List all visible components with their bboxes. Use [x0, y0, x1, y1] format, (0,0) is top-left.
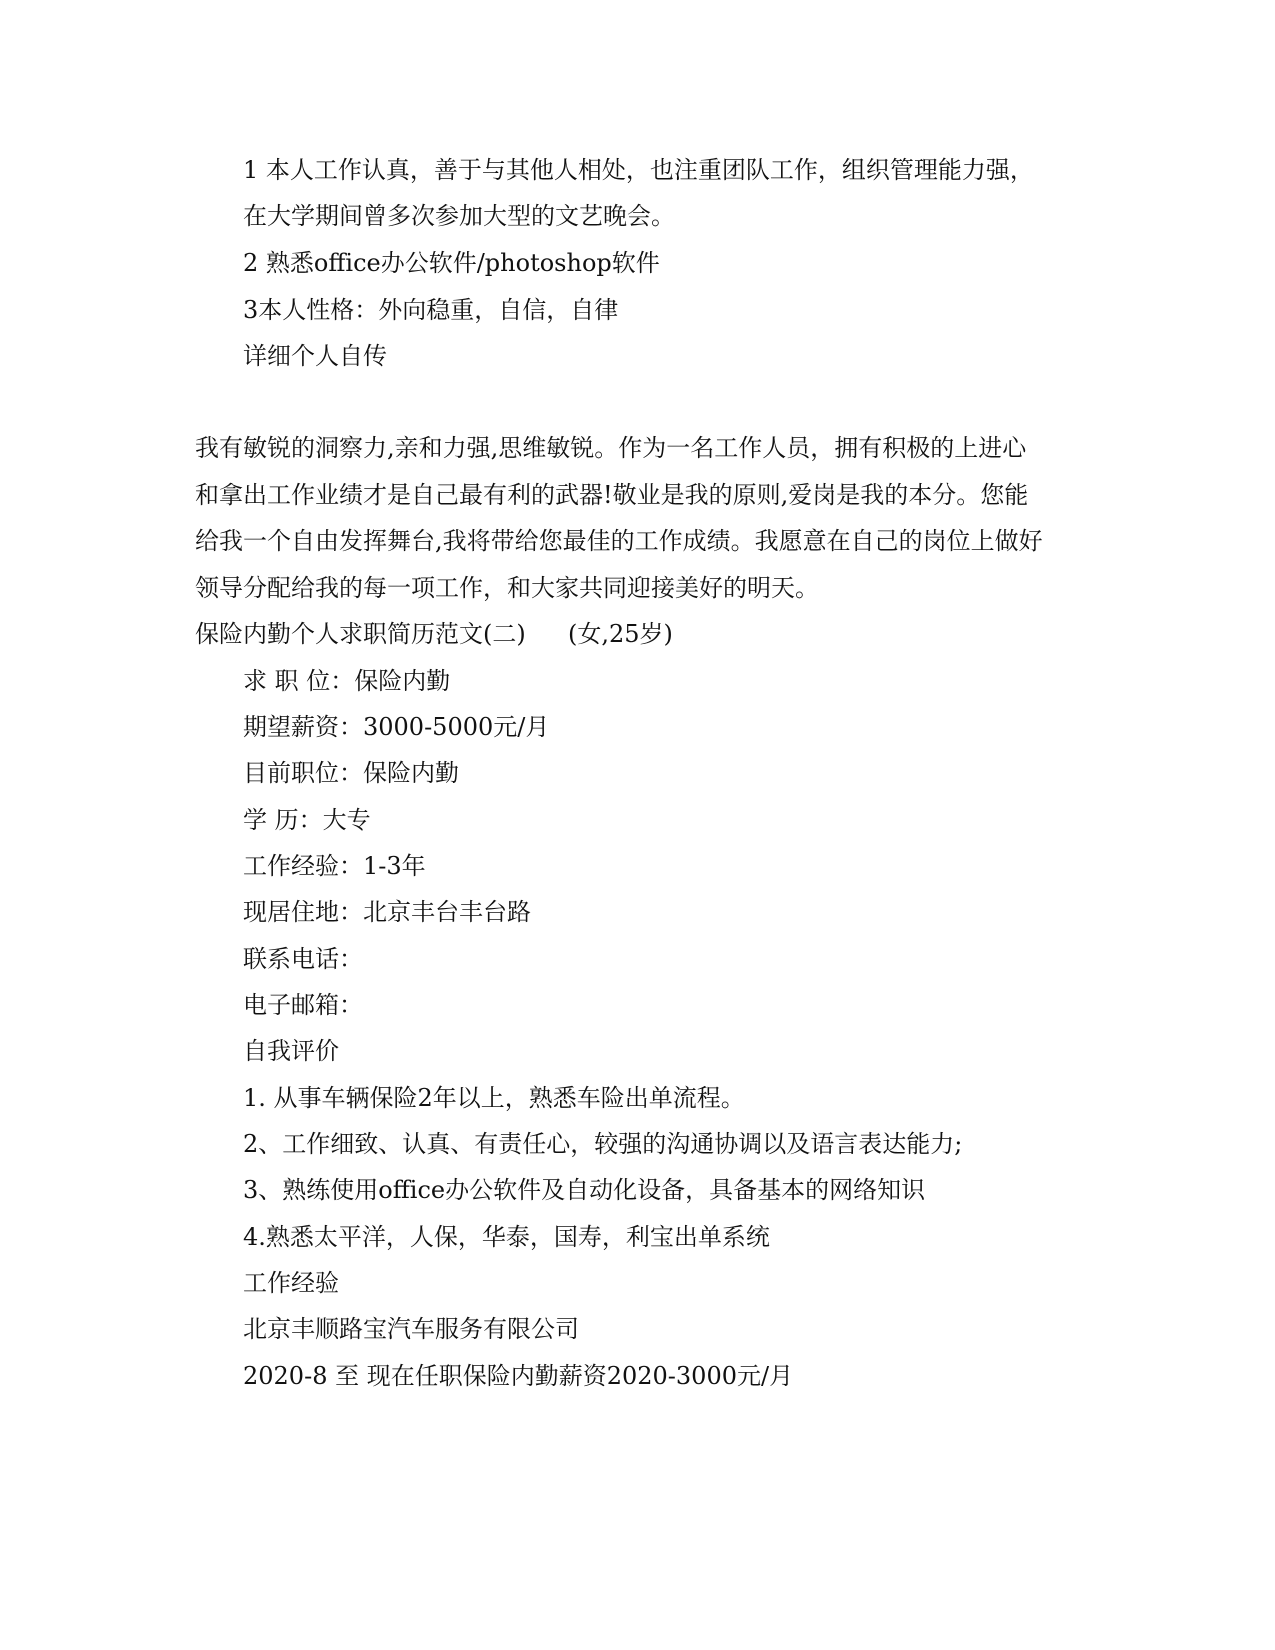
intro-point-3: 3本人性格：外向稳重，自信，自律 — [243, 296, 619, 324]
residence: 现居住地：北京丰台丰台路 — [243, 898, 531, 926]
resume-title: 保险内勤个人求职简历范文(二) — [195, 620, 526, 648]
expected-salary: 期望薪资：3000-5000元/月 — [243, 713, 550, 741]
education: 学 历：大专 — [243, 806, 371, 834]
self-eval-item-2: 2、工作细致、认真、有责任心，较强的沟通协调以及语言表达能力; — [243, 1130, 963, 1158]
job-position: 求 职 位：保险内勤 — [243, 667, 451, 695]
autobiography-heading: 详细个人自传 — [243, 342, 387, 370]
self-eval-item-3: 3、熟练使用office办公软件及自动化设备，具备基本的网络知识 — [243, 1176, 926, 1204]
autobiography-line-4: 领导分配给我的每一项工作，和大家共同迎接美好的明天。 — [195, 574, 819, 602]
intro-point-1-line-2: 在大学期间曾多次参加大型的文艺晚会。 — [243, 202, 675, 230]
email: 电子邮箱： — [243, 991, 363, 1019]
self-eval-item-1: 1. 从事车辆保险2年以上，熟悉车险出单流程。 — [243, 1084, 745, 1112]
self-eval-heading: 自我评价 — [243, 1037, 339, 1065]
phone: 联系电话： — [243, 945, 363, 973]
self-eval-item-4: 4.熟悉太平洋，人保，华泰，国寿，利宝出单系统 — [243, 1223, 770, 1251]
current-position: 目前职位：保险内勤 — [243, 759, 459, 787]
intro-point-2: 2 熟悉office办公软件/photoshop软件 — [243, 249, 660, 277]
intro-point-1-line-1: 1 本人工作认真，善于与其他人相处，也注重团队工作，组织管理能力强， — [243, 156, 1034, 184]
autobiography-line-2: 和拿出工作业绩才是自己最有利的武器!敬业是我的原则,爱岗是我的本分。您能 — [195, 481, 1029, 509]
resume-subtitle: (女,25岁) — [568, 620, 673, 648]
work-period: 2020-8 至 现在任职保险内勤薪资2020-3000元/月 — [243, 1362, 794, 1390]
company-name: 北京丰顺路宝汽车服务有限公司 — [243, 1315, 579, 1343]
experience-years: 工作经验：1-3年 — [243, 852, 426, 880]
autobiography-line-3: 给我一个自由发挥舞台,我将带给您最佳的工作成绩。我愿意在自己的岗位上做好 — [195, 527, 1043, 555]
autobiography-line-1: 我有敏锐的洞察力,亲和力强,思维敏锐。作为一名工作人员，拥有积极的上进心 — [195, 434, 1027, 462]
work-experience-heading: 工作经验 — [243, 1269, 339, 1297]
